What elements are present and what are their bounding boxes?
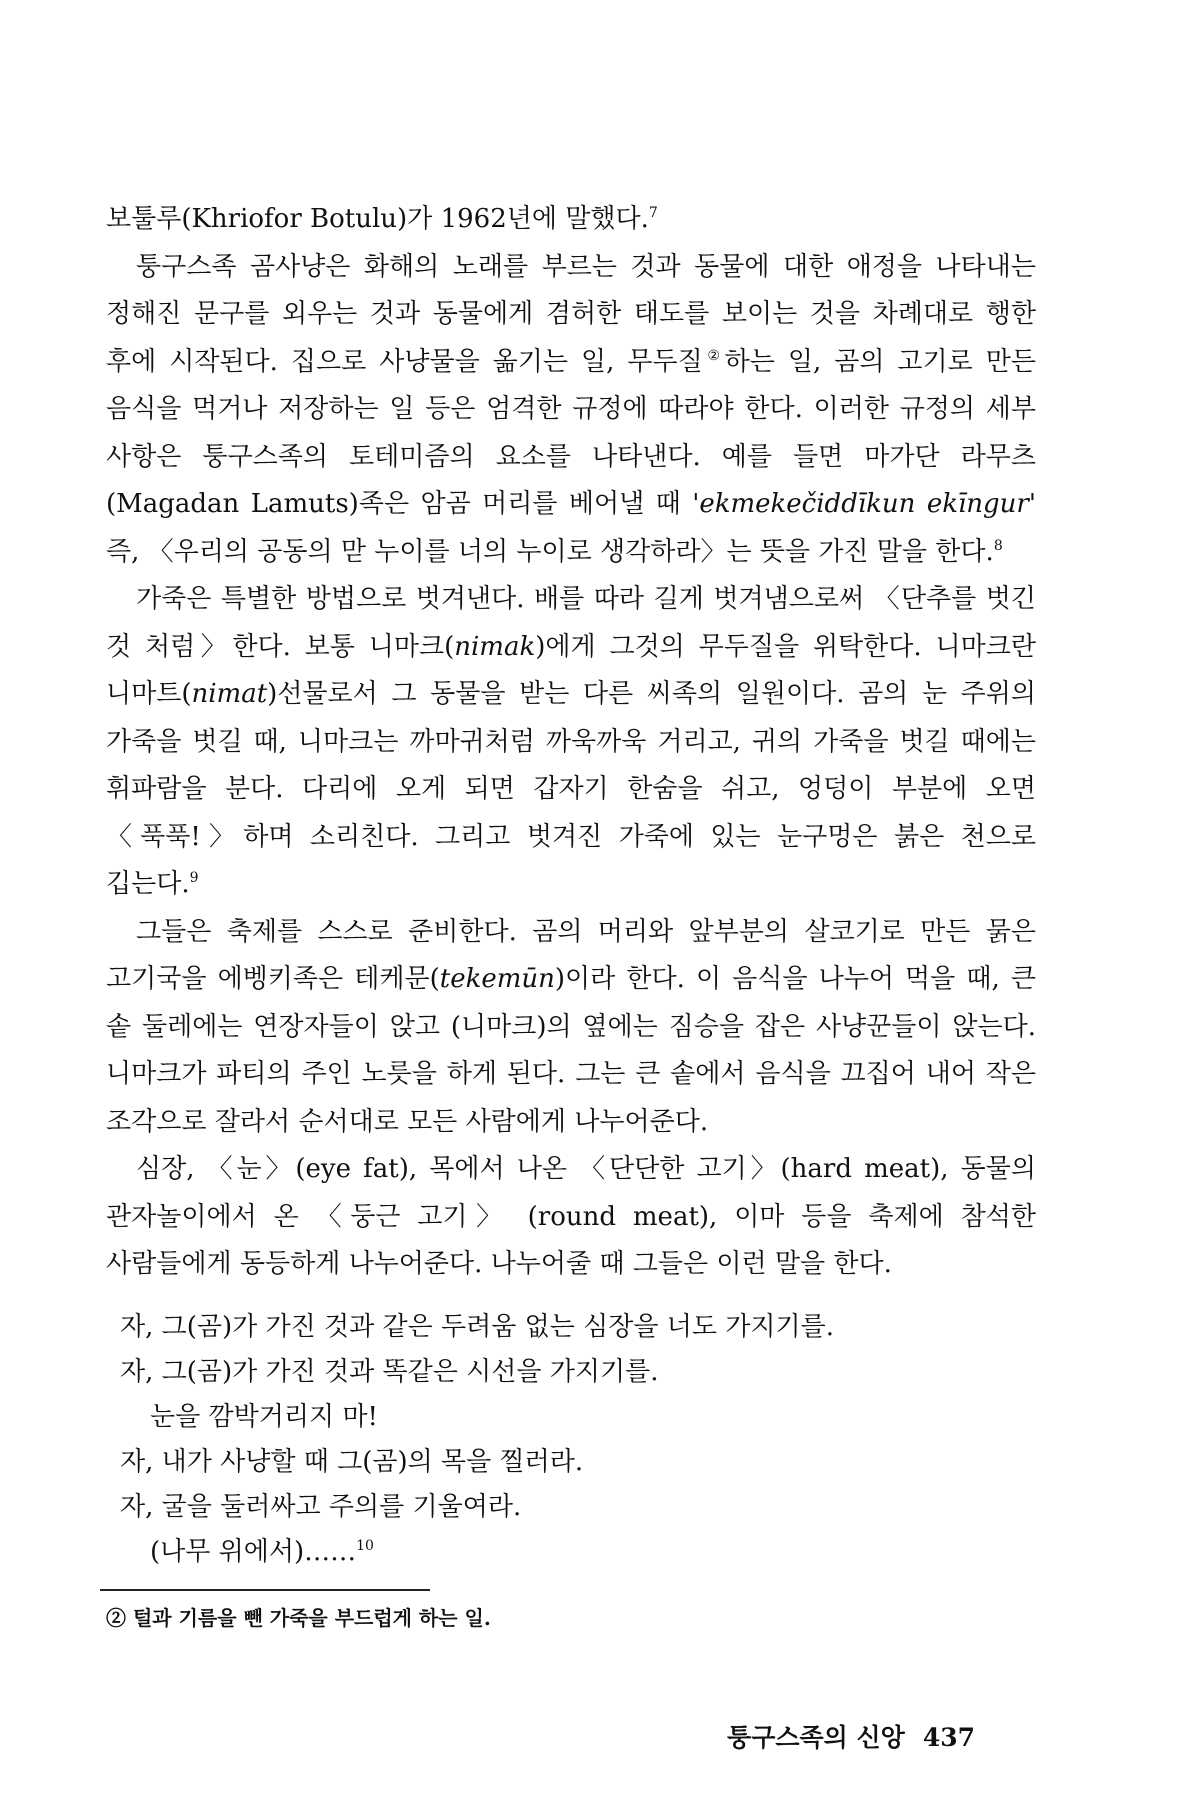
verse-block	[120, 1305, 1020, 1575]
paragraph	[106, 244, 1036, 577]
paragraph-text: 그들은 축제를 스스로 준비한다. 곰의 머리와 앞부분의 살코기로 만든 묽은 고기국을 에벵키족은 테케문(	[106, 916, 1036, 994]
verse-line	[120, 1440, 1020, 1485]
verse-text: 눈을 깜박거리지 마!	[150, 1402, 378, 1432]
italic-term: 'ekmekečiddīkun ekīngur'	[692, 489, 1036, 519]
italic-term: tekemūn	[439, 964, 555, 994]
running-footer	[727, 1718, 975, 1754]
running-footer-title: 퉁구스족의 신앙	[727, 1723, 905, 1752]
verse-line	[120, 1530, 1020, 1575]
paragraph-text: )선물로서 그 동물을 받는 다른 씨족의 일원이다. 곰의 눈 주위의 가죽을 벗길 때, 니마크는 까마귀처럼 까욱까욱 거리고, 귀의 가죽을 벗길 때에는 휘파람을 분다. 다리에 오게 되면 갑자기 한숨을 쉬고, 엉덩이 부분에 오면 〈푹푹!〉하며 소리친다. 그리고 벗겨진 가죽에 있는 눈구멍은 붉은 천으로 깁는다.	[106, 679, 1036, 899]
body-text	[106, 196, 1036, 1289]
italic-term: nimat	[191, 679, 268, 709]
paragraph-text: )이라 한다. 이 음식을 나누어 먹을 때, 큰 솥 둘레에는 연장자들이 앉고 (니마크)의 옆에는 짐승을 잡은 사냥꾼들이 앉는다. 니마크가 파티의 주인 노릇을 하게 된다. 그는 큰 솥에서 음식을 끄집어 내어 작은 조각으로 잘라서 순서대로 모든 사람에게 나누어준다.	[106, 964, 1036, 1137]
note-reference: 7	[648, 205, 658, 221]
verse-text: 자, 굴을 둘러싸고 주의를 기울여라.	[120, 1492, 522, 1522]
verse-text: 자, 내가 사냥할 때 그(곰)의 목을 찔러라.	[120, 1447, 584, 1477]
page-number: 437	[922, 1723, 975, 1752]
note-reference: ②	[702, 347, 725, 364]
paragraph-text: 하는 일, 곰의 고기로 만든 음식을 먹거나 저장하는 일 등은 엄격한 규정에 따라야 한다. 이러한 규정의 세부 사항은 퉁구스족의 토테미즘의 요소를 나타낸다. 예를 들면 마가단 라무츠(Magadan Lamuts)족은 암곰 머리를 베어낼 때	[106, 346, 1036, 519]
verse-text: 자, 그(곰)가 가진 것과 같은 두려움 없는 심장을 너도 가지기를.	[120, 1312, 834, 1342]
paragraph	[106, 576, 1036, 909]
footnote: ② 털과 기름을 뺀 가죽을 부드럽게 하는 일.	[106, 1606, 491, 1630]
note-reference: 10	[356, 1538, 374, 1554]
paragraph-text: 퉁구스족 곰사냥은 화해의 노래를 부르는 것과 동물에 대한 애정을 나타내는 정해진 문구를 외우는 것과 동물에게 겸허한 태도를 보이는 것을 차례대로 행한 후에 시작된다. 집으로 사냥물을 옮기는 일, 무두질	[106, 251, 1037, 377]
verse-text: (나무 위에서)……	[150, 1537, 357, 1567]
paragraph-text: 심장, 〈눈〉(eye fat), 목에서 나온 〈단단한 고기〉(hard meat), 동물의 관자놀이에서 온 〈둥근 고기〉 (round meat), 이마 등을 축제에 참석한 사람들에게 동등하게 나누어준다. 나누어줄 때 그들은 이런 말을 한다.	[106, 1154, 1036, 1279]
paragraph	[106, 1146, 1036, 1289]
note-reference: 9	[189, 870, 199, 886]
paragraph	[106, 909, 1036, 1147]
verse-line	[120, 1395, 1020, 1440]
verse-line	[120, 1305, 1020, 1350]
paragraph-text: 보툴루(Khriofor Botulu)가 1962년에 말했다.	[106, 204, 649, 234]
verse-line	[120, 1350, 1020, 1395]
paragraph-text: 즉, 〈우리의 공동의 맏 누이를 너의 누이로 생각하라〉는 뜻을 가진 말을 한다.	[106, 536, 994, 567]
paragraph-text: 가죽은 특별한 방법으로 벗겨낸다. 배를 따라 길게 벗겨냄으로써 〈단추를 벗긴 것 처럼〉한다. 보통 니마크(	[106, 584, 1036, 662]
footnote-divider	[100, 1589, 430, 1591]
paragraph	[106, 196, 1036, 244]
verse-text: 자, 그(곰)가 가진 것과 똑같은 시선을 가지기를.	[120, 1357, 659, 1387]
verse-line	[120, 1485, 1020, 1530]
italic-term: nimak	[454, 631, 536, 662]
paragraph-text: )에게 그것의 무두질을 위탁한다. 니마크란 니마트(	[106, 631, 1036, 709]
note-reference: 8	[993, 537, 1003, 554]
